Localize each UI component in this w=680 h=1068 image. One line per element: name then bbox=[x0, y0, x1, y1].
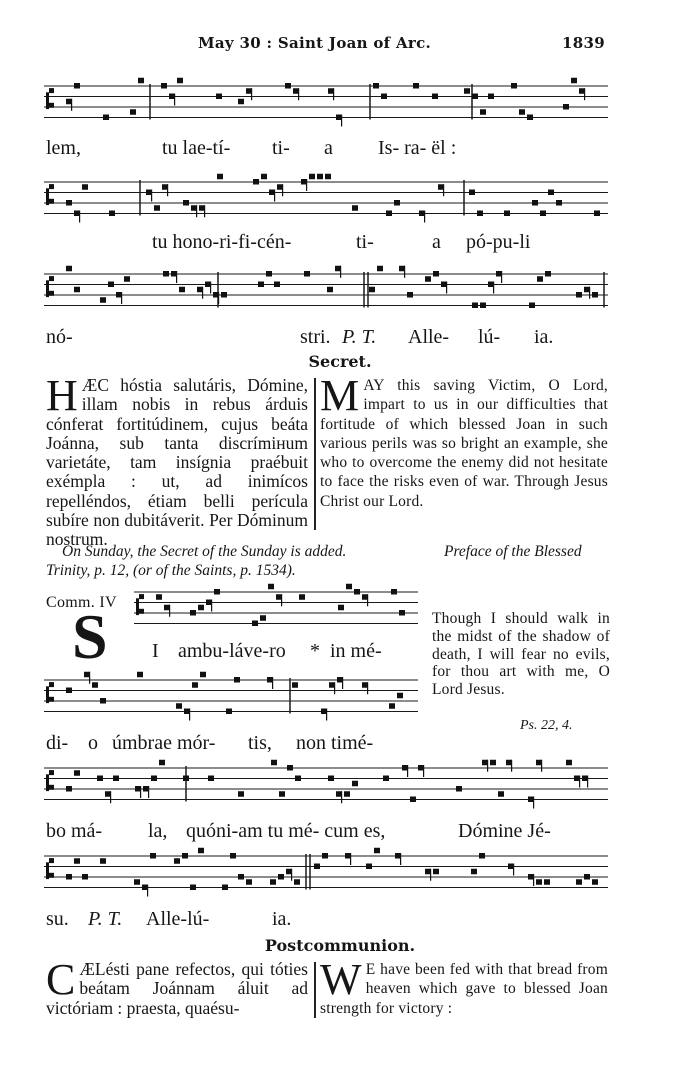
lyric-syllable: Is- ra- ël : bbox=[378, 137, 457, 159]
neume bbox=[540, 211, 546, 217]
drop-cap: M bbox=[320, 371, 360, 420]
lyric-syllable: P. T. bbox=[88, 908, 123, 930]
neume bbox=[394, 200, 400, 206]
neume bbox=[147, 885, 148, 897]
postcommunion-latin bbox=[46, 955, 308, 1018]
lyric-syllable: la, bbox=[148, 820, 168, 842]
neume bbox=[238, 791, 244, 797]
neume bbox=[226, 709, 232, 715]
neume bbox=[74, 858, 80, 864]
lyric-syllable: pó-pu-li bbox=[466, 231, 531, 253]
neume bbox=[594, 211, 600, 217]
neume bbox=[304, 271, 310, 277]
neume bbox=[400, 853, 401, 865]
neume bbox=[217, 174, 223, 180]
neume bbox=[183, 200, 189, 206]
secret-english-text: AY this saving Victim, O Lord, impart to us in our difficulties that fortitude of which blessed Joan in such various perils was so bright an example, she who to overcome the enemy did not hesitate to face the risks even of war. Through Jesus Christ our Lord. bbox=[320, 377, 608, 510]
neume bbox=[487, 760, 488, 772]
neume bbox=[66, 266, 72, 272]
lyric-syllable: su. bbox=[46, 908, 69, 930]
neume bbox=[151, 190, 152, 202]
neume bbox=[430, 869, 431, 881]
neume bbox=[350, 853, 351, 865]
neume bbox=[238, 99, 244, 105]
neume bbox=[381, 94, 387, 100]
neume bbox=[270, 879, 276, 885]
lyric-syllable: o bbox=[88, 732, 98, 754]
neume bbox=[369, 287, 375, 293]
neume bbox=[46, 92, 49, 109]
neume bbox=[177, 78, 183, 84]
neume bbox=[159, 760, 165, 766]
neume bbox=[533, 874, 534, 886]
neume bbox=[563, 104, 569, 110]
neume bbox=[377, 266, 383, 272]
neume bbox=[49, 199, 54, 204]
neume bbox=[327, 287, 333, 293]
neume bbox=[124, 276, 130, 282]
neume bbox=[566, 760, 572, 766]
neume bbox=[260, 615, 266, 621]
lyric-syllable: stri. bbox=[300, 326, 331, 348]
lyric-syllable: ti- bbox=[356, 231, 374, 253]
neume bbox=[338, 605, 344, 611]
neume bbox=[208, 776, 214, 782]
page-number: 1839 bbox=[562, 34, 605, 52]
neume bbox=[138, 78, 144, 84]
communion-english: Though I should walk in the midst of the shadow of death, I will fear no evils, for thou art with me, O Lord Jesus. bbox=[432, 610, 610, 699]
neume bbox=[234, 677, 240, 683]
neume bbox=[230, 853, 236, 859]
neume bbox=[456, 786, 462, 792]
neume bbox=[433, 869, 439, 875]
neume bbox=[571, 78, 577, 84]
neume bbox=[340, 266, 341, 278]
neume bbox=[352, 205, 358, 211]
neume bbox=[501, 271, 502, 283]
neume bbox=[192, 682, 198, 688]
neume bbox=[579, 776, 580, 788]
neume bbox=[179, 287, 185, 293]
neume bbox=[529, 303, 535, 309]
neume bbox=[480, 303, 486, 309]
neume bbox=[309, 174, 315, 180]
neume bbox=[216, 94, 222, 100]
neume bbox=[174, 858, 180, 864]
neume bbox=[174, 94, 175, 106]
neume bbox=[261, 174, 267, 180]
neume bbox=[253, 179, 259, 185]
neume bbox=[587, 776, 588, 788]
neume bbox=[544, 879, 550, 885]
neume bbox=[519, 109, 525, 115]
column-divider bbox=[314, 378, 316, 530]
lyric-syllable: tu lae-tí- bbox=[162, 137, 231, 159]
lyric-syllable: quóni-am tu mé- cum es, bbox=[186, 820, 386, 842]
neume bbox=[295, 776, 301, 782]
neume bbox=[109, 211, 115, 217]
neume bbox=[576, 879, 582, 885]
neume bbox=[198, 848, 204, 854]
neume bbox=[103, 115, 109, 121]
lyric-syllable: I bbox=[152, 640, 159, 662]
neume bbox=[274, 282, 280, 288]
neume bbox=[272, 677, 273, 689]
neume bbox=[189, 709, 190, 721]
neume bbox=[423, 765, 424, 777]
neume bbox=[366, 864, 372, 870]
neume bbox=[134, 879, 140, 885]
neume bbox=[163, 271, 169, 277]
neume bbox=[322, 853, 328, 859]
lyric-syllable: di- bbox=[46, 732, 69, 754]
neume bbox=[108, 282, 114, 288]
neume bbox=[397, 693, 403, 699]
neume bbox=[443, 184, 444, 196]
neume bbox=[333, 88, 334, 100]
neume bbox=[374, 848, 380, 854]
neume bbox=[373, 83, 379, 89]
communion-label: Comm. IV bbox=[46, 594, 117, 611]
neume bbox=[511, 760, 512, 772]
neume bbox=[527, 115, 533, 121]
neume bbox=[504, 211, 510, 217]
neume bbox=[46, 774, 49, 791]
neume bbox=[533, 797, 534, 809]
neume bbox=[488, 94, 494, 100]
drop-cap: C bbox=[46, 955, 76, 1004]
neume bbox=[66, 688, 72, 694]
neume bbox=[258, 282, 264, 288]
neume bbox=[148, 786, 149, 798]
neume bbox=[341, 791, 342, 803]
neume bbox=[200, 672, 206, 678]
neume bbox=[433, 271, 439, 277]
neume bbox=[271, 760, 277, 766]
neume bbox=[100, 297, 106, 303]
neume bbox=[268, 584, 274, 590]
neume bbox=[49, 184, 54, 189]
neume bbox=[49, 291, 54, 296]
neume bbox=[176, 703, 182, 709]
neume bbox=[49, 858, 54, 863]
neume bbox=[389, 703, 395, 709]
neume bbox=[584, 874, 590, 880]
neume bbox=[556, 200, 562, 206]
neume bbox=[399, 610, 405, 616]
neume bbox=[92, 682, 98, 688]
neume bbox=[404, 266, 405, 278]
neume bbox=[204, 205, 205, 217]
neume bbox=[49, 88, 54, 93]
neume bbox=[97, 776, 103, 782]
column-divider bbox=[314, 962, 316, 1018]
neume bbox=[139, 609, 144, 614]
neume bbox=[82, 874, 88, 880]
neume bbox=[477, 211, 483, 217]
lyric-syllable: non timé- bbox=[296, 732, 374, 754]
lyric-syllable: Alle-lú- bbox=[146, 908, 210, 930]
lyric-syllable: ia. bbox=[272, 908, 292, 930]
neume bbox=[464, 88, 470, 94]
neume bbox=[167, 184, 168, 196]
postcommunion-latin-text: ÆLésti pane refectos, qui tóties beátam Joánnam áluit ad victóriam : praesta, quaésu- bbox=[46, 959, 308, 1018]
lyric-syllable: P. T. bbox=[342, 326, 377, 348]
section-heading-secret: Secret. bbox=[308, 352, 372, 371]
neume bbox=[49, 785, 54, 790]
neume bbox=[221, 292, 227, 298]
neume bbox=[342, 677, 343, 689]
scripture-reference: Ps. 22, 4. bbox=[520, 718, 573, 733]
neume bbox=[71, 99, 72, 111]
neume bbox=[298, 88, 299, 100]
neume bbox=[49, 276, 54, 281]
neume bbox=[425, 276, 431, 282]
neume bbox=[139, 594, 144, 599]
section-heading-postcommunion: Postcommunion. bbox=[264, 936, 416, 955]
neume bbox=[169, 605, 170, 617]
neume bbox=[66, 786, 72, 792]
neume bbox=[287, 765, 293, 771]
neume bbox=[282, 184, 283, 196]
postcommunion-english bbox=[320, 955, 608, 1018]
neume bbox=[66, 874, 72, 880]
neume bbox=[218, 292, 219, 304]
neume bbox=[410, 797, 416, 803]
lyric-syllable: ia. bbox=[534, 326, 554, 348]
neume bbox=[537, 276, 543, 282]
lyric-syllable: úmbrae mór- bbox=[112, 732, 216, 754]
neume bbox=[46, 188, 49, 205]
neume bbox=[513, 864, 514, 876]
neume bbox=[480, 109, 486, 115]
neume bbox=[314, 864, 320, 870]
lyric-syllable: ti- bbox=[272, 137, 290, 159]
neume bbox=[49, 103, 54, 108]
neume bbox=[190, 885, 196, 891]
neume bbox=[279, 791, 285, 797]
neume bbox=[490, 760, 496, 766]
neume bbox=[74, 83, 80, 89]
neume bbox=[246, 879, 252, 885]
neume bbox=[82, 184, 88, 190]
neume bbox=[292, 682, 298, 688]
neume bbox=[100, 858, 106, 864]
neume bbox=[541, 760, 542, 772]
neume bbox=[274, 190, 275, 202]
neume bbox=[136, 598, 139, 615]
neume bbox=[49, 697, 54, 702]
neume bbox=[211, 600, 212, 612]
neume bbox=[140, 786, 141, 798]
neume bbox=[511, 83, 517, 89]
neume bbox=[326, 709, 327, 721]
secret-latin-text: ÆC hóstia salutáris, Dómine, illam nobis in rebus árduis cónferat fortitúdinem, cujus beáta Joánna, sub tanta discrímінum varietáte, tam insígnia praébuit exémpla : ut, ad inimícos repelléndos, étiam belli perícula subíre non dubitáverit. Per Dóminum nostrum. bbox=[46, 375, 308, 550]
neume bbox=[344, 791, 350, 797]
initial-letter: S bbox=[72, 601, 108, 672]
neume bbox=[222, 885, 228, 891]
neume bbox=[346, 584, 352, 590]
neume bbox=[472, 94, 478, 100]
neume bbox=[391, 589, 397, 595]
lyric-syllable: Dómine Jé- bbox=[458, 820, 551, 842]
neume bbox=[532, 200, 538, 206]
rubric-line: Trinity, p. 12, (or of the Saints, p. 1534). bbox=[46, 562, 296, 579]
neume bbox=[306, 179, 307, 191]
neume bbox=[210, 282, 211, 294]
neume bbox=[432, 94, 438, 100]
neume bbox=[281, 594, 282, 606]
neume bbox=[383, 776, 389, 782]
neume bbox=[130, 109, 136, 115]
neume bbox=[592, 879, 598, 885]
neume bbox=[198, 605, 204, 611]
neume bbox=[238, 874, 244, 880]
neume bbox=[328, 776, 334, 782]
neume bbox=[49, 770, 54, 775]
neume bbox=[161, 83, 167, 89]
neume bbox=[424, 211, 425, 223]
neume bbox=[46, 280, 49, 297]
neume bbox=[285, 83, 291, 89]
neume bbox=[317, 174, 323, 180]
neume bbox=[202, 287, 203, 299]
neume bbox=[151, 776, 157, 782]
neume bbox=[407, 292, 413, 298]
neume bbox=[110, 791, 111, 803]
neume bbox=[367, 594, 368, 606]
neume bbox=[156, 594, 162, 600]
neume bbox=[113, 776, 119, 782]
neume bbox=[79, 211, 80, 223]
drop-cap: H bbox=[46, 371, 78, 420]
neume bbox=[334, 682, 335, 694]
neume bbox=[446, 282, 447, 294]
lyric-syllable: lem, bbox=[46, 137, 81, 159]
neume bbox=[545, 271, 551, 277]
neume bbox=[182, 853, 188, 859]
neume bbox=[354, 589, 360, 595]
secret-english bbox=[320, 371, 608, 511]
neume bbox=[190, 610, 196, 616]
neume bbox=[49, 873, 54, 878]
neume bbox=[498, 791, 504, 797]
neume bbox=[196, 205, 197, 217]
neume bbox=[325, 174, 331, 180]
lyric-syllable: a bbox=[432, 231, 441, 253]
neume bbox=[493, 282, 494, 294]
neume bbox=[479, 853, 485, 859]
neume bbox=[66, 200, 72, 206]
lyric-syllable: ambu-láve-ro bbox=[178, 640, 286, 662]
neume bbox=[100, 698, 106, 704]
neume bbox=[214, 589, 220, 595]
neume bbox=[299, 594, 305, 600]
neume bbox=[49, 682, 54, 687]
neume bbox=[278, 874, 284, 880]
neume bbox=[121, 292, 122, 304]
lyric-syllable: tu hono-ri-fi-cén- bbox=[152, 231, 292, 253]
neume bbox=[74, 287, 80, 293]
secret-latin bbox=[46, 371, 308, 550]
neume bbox=[471, 869, 477, 875]
rubric-line: Preface of the Blessed bbox=[444, 543, 582, 560]
neume bbox=[266, 271, 272, 277]
lyric-syllable: Alle- bbox=[408, 326, 450, 348]
neume bbox=[154, 205, 160, 211]
neume bbox=[548, 190, 554, 196]
neume bbox=[589, 287, 590, 299]
neume bbox=[536, 879, 542, 885]
neume bbox=[472, 303, 478, 309]
lyric-syllable: bo má- bbox=[46, 820, 103, 842]
neume bbox=[46, 686, 49, 703]
rubric-line: On Sunday, the Secret of the Sunday is added. bbox=[62, 543, 347, 560]
lyric-syllable: a bbox=[324, 137, 333, 159]
neume bbox=[413, 83, 419, 89]
lyric-syllable: lú- bbox=[478, 326, 501, 348]
neume bbox=[150, 853, 156, 859]
neume bbox=[251, 88, 252, 100]
neume bbox=[576, 292, 582, 298]
neume bbox=[592, 292, 598, 298]
neume bbox=[294, 879, 300, 885]
neume bbox=[137, 672, 143, 678]
neume bbox=[46, 862, 49, 879]
neume bbox=[352, 781, 358, 787]
postcommunion-english-text: E have been fed with that bread from heaven which gave to blessed Joan strength for victory : bbox=[320, 961, 608, 1017]
lyric-syllable: nó- bbox=[46, 326, 73, 348]
neume bbox=[469, 190, 475, 196]
neume bbox=[252, 621, 258, 627]
neume bbox=[386, 211, 392, 217]
neume bbox=[291, 869, 292, 881]
neume bbox=[341, 115, 342, 127]
lyric-syllable: in mé- bbox=[330, 640, 382, 662]
drop-cap: W bbox=[320, 955, 362, 1004]
neume bbox=[74, 770, 80, 776]
neume bbox=[584, 88, 585, 100]
neume bbox=[367, 682, 368, 694]
neume bbox=[183, 776, 189, 782]
lyric-syllable: * bbox=[310, 640, 320, 662]
neume bbox=[407, 765, 408, 777]
neume bbox=[176, 271, 177, 283]
running-title: May 30 : Saint Joan of Arc. bbox=[198, 34, 432, 52]
lyric-syllable: tis, bbox=[248, 732, 272, 754]
